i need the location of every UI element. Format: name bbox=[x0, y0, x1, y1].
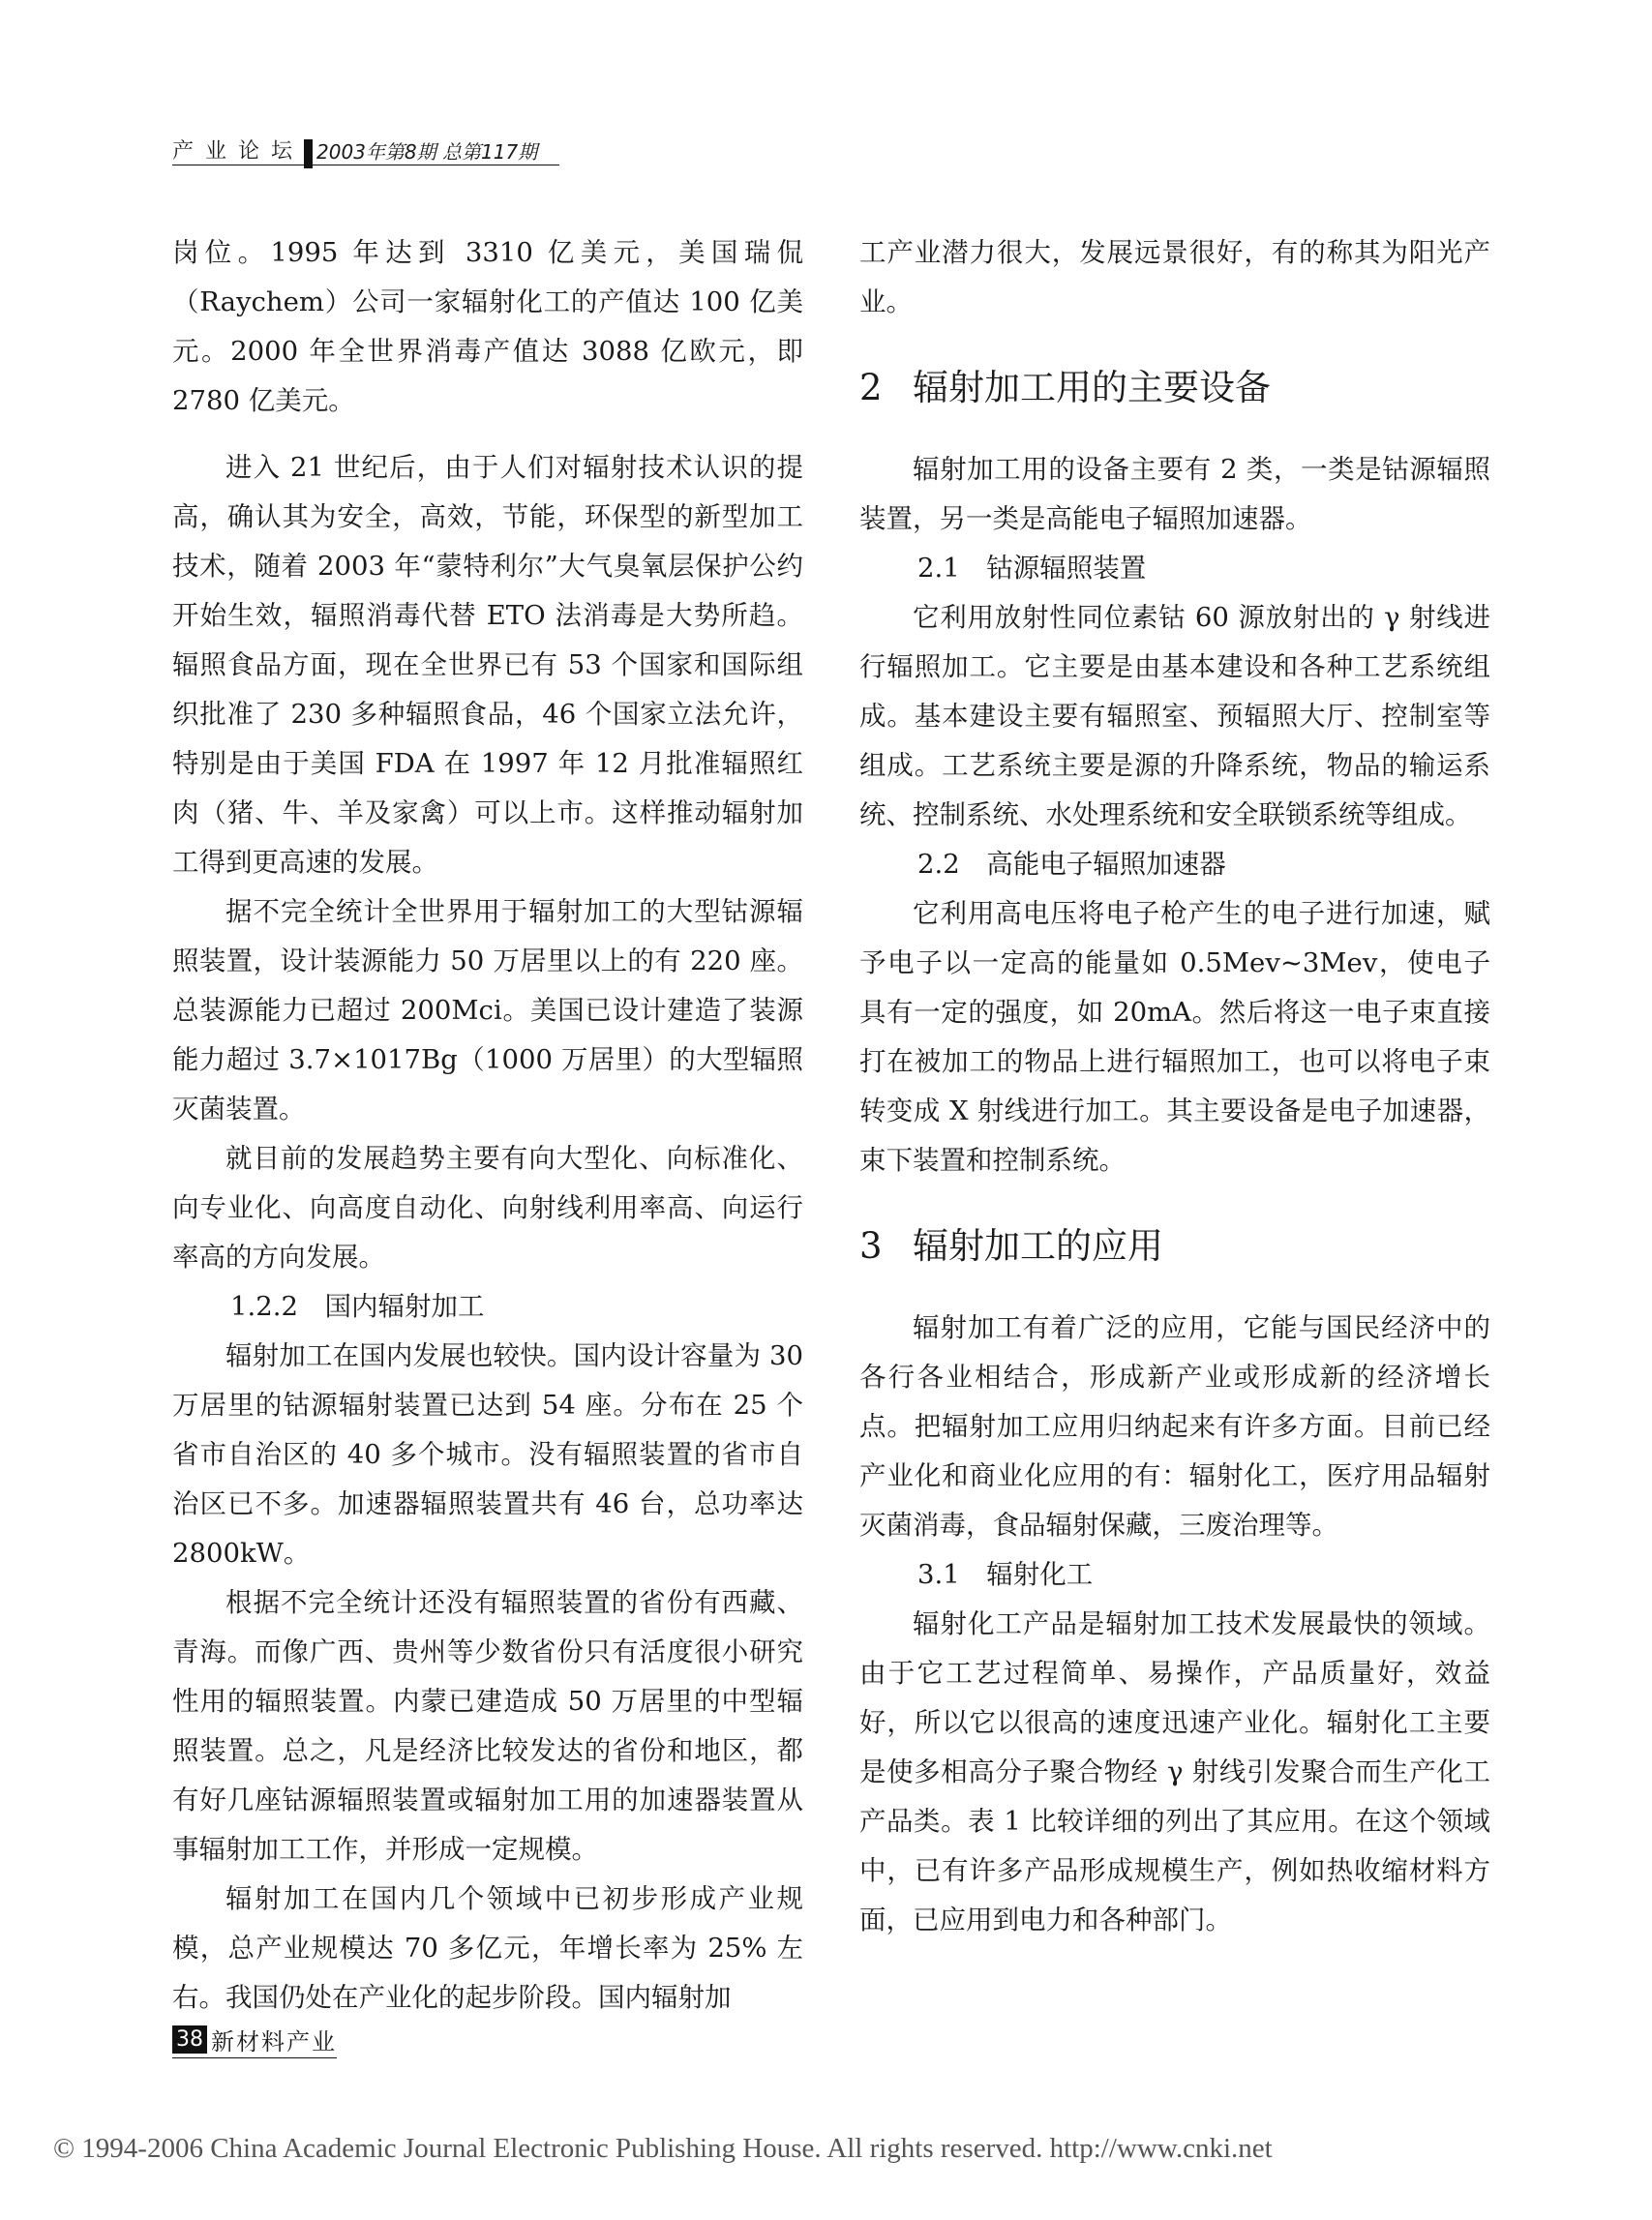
paragraph: 根据不完全统计还没有辐照装置的省份有西藏、青海。而像广西、贵州等少数省份只有活度很小研究性用的辐照装置。内蒙已建造成 50 万居里的中型辐照装置。总之，凡是经济比较发达的省份和地区，都有好几座钴源辐照装置或辐射加工用的加速器装置从事辐射加工工作，并形成一定规模。 bbox=[172, 1587, 803, 1865]
paragraph: 就目前的发展趋势主要有向大型化、向标准化、向专业化、向高度自动化、向射线利用率高、向运行率高的方向发展。 bbox=[172, 1143, 803, 1273]
right-column bbox=[859, 228, 1490, 1945]
section-name: 产业论坛 bbox=[172, 139, 305, 164]
paragraph: 辐射加工在国内几个领域中已初步形成产业规模，总产业规模达 70 多亿元，年增长率为 25% 左右。我国仍处在产业化的起步阶段。国内辐射加 bbox=[172, 1883, 803, 2013]
subsection-heading: 3.1 辐射化工 bbox=[917, 1559, 1094, 1590]
section-title: 辐射加工的应用 bbox=[913, 1225, 1163, 1267]
running-header bbox=[172, 134, 537, 168]
subsection-heading: 2.1 钴源辐照装置 bbox=[917, 553, 1147, 584]
paragraph: 工产业潜力很大，发展远景很好，有的称其为阳光产业。 bbox=[859, 237, 1490, 317]
subsection-heading: 1.2.2 国内辐射加工 bbox=[230, 1291, 485, 1322]
paragraph: 辐射加工有着广泛的应用，它能与国民经济中的各行各业相结合，形成新产业或形成新的经济增长点。把辐射加工应用归纳起来有许多方面。目前已经产业化和商业化应用的有：辐射化工，医疗用品辐射灭菌消毒，食品辐射保藏，三废治理等。 bbox=[859, 1312, 1490, 1541]
left-column bbox=[172, 228, 803, 2023]
section-number: 2 bbox=[859, 367, 883, 408]
paragraph: 它利用高电压将电子枪产生的电子进行加速，赋予电子以一定高的能量如 0.5Mev~3Mev，使电子具有一定的强度，如 20mA。然后将这一电子束直接打在被加工的物品上进行辐照加工，也可以将电子束转变成 X 射线进行加工。其主要设备是电子加速器，束下装置和控制系统。 bbox=[859, 898, 1490, 1176]
paragraph: 进入 21 世纪后，由于人们对辐射技术认识的提高，确认其为安全，高效，节能，环保型的新型加工技术，随着 2003 年“蒙特利尔”大气臭氧层保护公约开始生效，辐照消毒代替 ETO 法消毒是大势所趋。辐照食品方面，现在全世界已有 53 个国家和国际组织批准了 230 多种辐照食品，46 个国家立法允许，特别是由于美国 FDA 在 1997 年 12 月批准辐照红肉（猪、牛、羊及家禽）可以上市。这样推动辐射加工得到更高速的发展。 bbox=[172, 452, 803, 878]
page-number: 38 bbox=[172, 2025, 207, 2054]
issue-info: 2003年第8期 总第117期 bbox=[316, 140, 538, 164]
paragraph: 辐射加工用的设备主要有 2 类，一类是钴源辐照装置，另一类是高能电子辐照加速器。 bbox=[859, 454, 1490, 534]
section-title: 辐射加工用的主要设备 bbox=[913, 367, 1271, 408]
paragraph: 岗位。1995 年达到 3310 亿美元，美国瑞侃（Raychem）公司一家辐射化工的产值达 100 亿美元。2000 年全世界消毒产值达 3088 亿欧元，即 2780 亿美元。 bbox=[172, 237, 803, 416]
paragraph: 据不完全统计全世界用于辐射加工的大型钴源辐照装置，设计装源能力 50 万居里以上的有 220 座。总装源能力已超过 200Mci。美国已设计建造了装源能力超过 3.7×1017Bg（1000 万居里）的大型辐照灭菌装置。 bbox=[172, 896, 803, 1125]
section-heading bbox=[859, 364, 1490, 412]
paragraph: 辐射加工在国内发展也较快。国内设计容量为 30 万居里的钴源辐射装置已达到 54 座。分布在 25 个省市自治区的 40 多个城市。没有辐照装置的省市自治区已不多。加速器辐照装置共有 46 台，总功率达 2800kW。 bbox=[172, 1340, 803, 1569]
page-footer bbox=[172, 2023, 337, 2056]
paragraph: 它利用放射性同位素钴 60 源放射出的 γ 射线进行辐照加工。它主要是由基本建设和各种工艺系统组成。基本建设主要有辐照室、预辐照大厅、控制室等组成。工艺系统主要是源的升降系统，物品的输运系统、控制系统、水处理系统和安全联锁系统等组成。 bbox=[859, 602, 1490, 830]
paragraph: 辐射化工产品是辐射加工技术发展最快的领域。由于它工艺过程简单、易操作，产品质量好，效益好，所以它以很高的速度迅速产业化。辐射化工主要是使多相高分子聚合物经 γ 射线引发聚合而生产化工产品类。表 1 比较详细的列出了其应用。在这个领域中，已有许多产品形成规模生产，例如热收缩材料方面，已应用到电力和各种部门。 bbox=[859, 1608, 1490, 1935]
subsection-heading: 2.2 高能电子辐照加速器 bbox=[917, 849, 1226, 880]
section-number: 3 bbox=[859, 1225, 883, 1267]
copyright-notice: © 1994-2006 China Academic Journal Electronic Publishing House. All rights reserved. http://www.cnki.net bbox=[53, 2133, 1273, 2164]
footer-rule bbox=[172, 2057, 337, 2058]
section-heading bbox=[859, 1222, 1490, 1271]
journal-name: 新材料产业 bbox=[211, 2028, 337, 2055]
